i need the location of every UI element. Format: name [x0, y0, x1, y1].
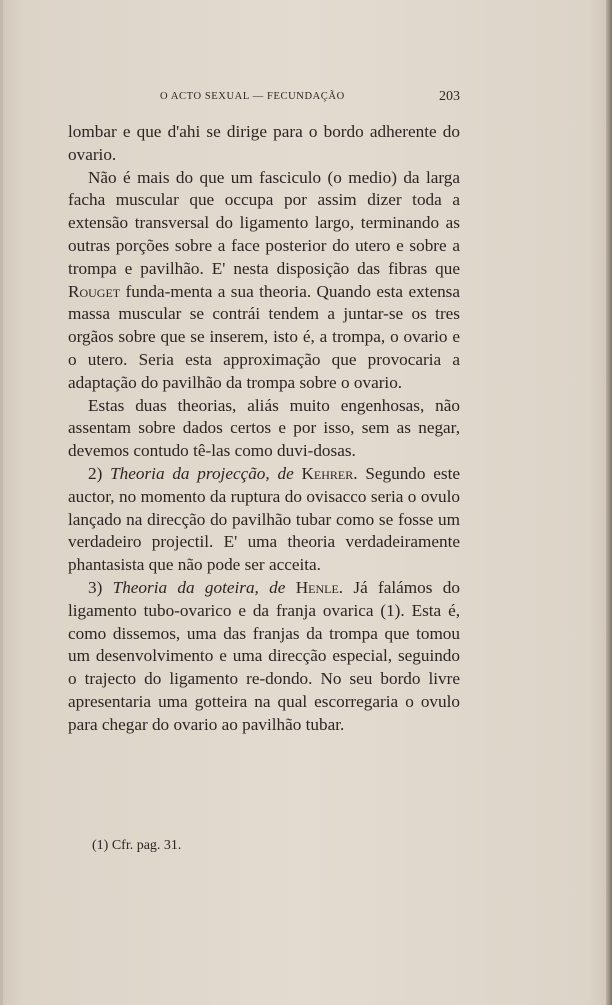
page-left-edge: [0, 0, 3, 1005]
author-name-rouget: Rouget: [68, 281, 121, 301]
paragraph-5: 3) Theoria da goteira, de Henle. Já falámos do ligamento tubo-ovarico e da franja ovarica (1). Esta é, como dissemos, uma das franjas da trompa que tomou um desenvolvimento e uma direcção especial, seguindo o trajecto do ligamento re-dondo. No seu bordo livre apresentaria uma gotteira na qual escorregaria o ovulo para chegar do ovario ao pavilhão tubar.: [68, 577, 460, 734]
paragraph-2: Não é mais do que um fasciculo (o medio) da larga facha muscular que occupa por assim dizer toda a extensão transversal do ligamento largo, terminando as outras porções sobre a face posterior do utero e sobre a trompa e pavilhão. E' nesta disposição das fibras que Rouget funda-menta a sua theoria. Quando esta extensa massa muscular se contrái tendem a juntar-se os tres orgãos sobre que se inserem, isto é, a trompa, o ovario e o utero. Seria esta approximação que provocaria a adaptação do pavilhão da trompa sobre o ovario.: [68, 167, 460, 392]
author-name-kehrer: Kehrer: [301, 463, 354, 483]
theory-title-goteira: Theoria da goteira, de: [112, 577, 296, 597]
author-name-henle: Henle: [295, 577, 339, 597]
body-text: [68, 121, 460, 737]
footnote: (1) Cfr. pag. 31.: [92, 838, 182, 853]
paragraph-3: Estas duas theorias, aliás muito engenhosas, não assentam sobre dados certos e por isso, sem as negar, devemos contudo tê-las como duvi-dosas.: [68, 395, 460, 461]
paragraph-1: lombar e que d'ahi se dirige para o bordo adherente do ovario.: [68, 122, 460, 164]
running-title: O ACTO SEXUAL — FECUNDAÇÃO: [160, 91, 345, 102]
paragraph-4: 2) Theoria da projecção, de Kehrer. Segundo este auctor, no momento da ruptura do ovisacco seria o ovulo lançado na direcção do pavilhão tubar como se fosse um verdadeiro projectil. E' uma theoria verdadeiramente phantasista que não pode ser acceita.: [68, 463, 460, 575]
theory-title-projeccao: Theoria da projecção, de: [110, 463, 302, 483]
page-number: 203: [439, 89, 460, 104]
page-right-edge: [606, 0, 612, 1005]
